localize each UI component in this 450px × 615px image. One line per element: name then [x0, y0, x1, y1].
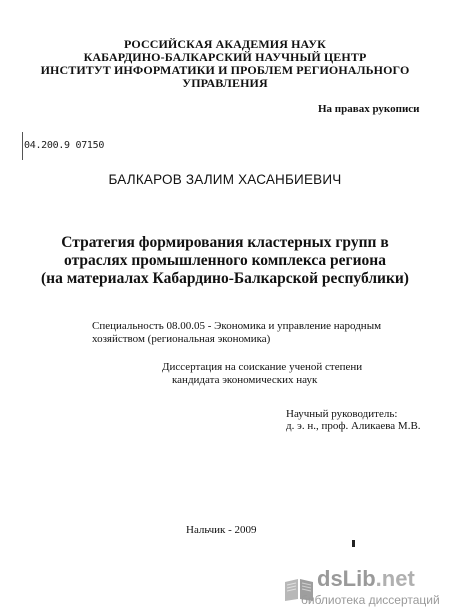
degree-line: кандидата экономических наук: [172, 373, 318, 386]
watermark-subtitle: библиотека диссертаций: [301, 593, 440, 607]
institution-header: [0, 38, 450, 90]
dissertation-title: [0, 234, 450, 288]
specialty-line: Специальность 08.00.05 - Экономика и управление народным: [92, 320, 382, 332]
specialty-line: хозяйством (региональная экономика): [92, 332, 271, 345]
watermark-logo-main: dsLib: [317, 566, 376, 591]
title-line: отраслях промышленного комплекса региона: [64, 252, 386, 269]
manuscript-rights-label: На правах рукописи: [318, 103, 420, 115]
margin-mark: [22, 132, 23, 160]
title-line: (на материалах Кабардино-Балкарской республики): [41, 270, 409, 287]
degree-line: Диссертация на соискание ученой степени: [162, 361, 363, 373]
scan-artifact: [352, 540, 355, 547]
supervisor-name: д. э. н., проф. Аликаева М.В.: [286, 420, 421, 432]
specialty-block: [92, 320, 381, 345]
city-year: Нальчик - 2009: [186, 524, 257, 536]
supervisor-label: Научный руководитель:: [286, 408, 398, 420]
author-name: БАЛКАРОВ ЗАЛИМ ХАСАНБИЕВИЧ: [108, 172, 342, 187]
watermark-logo: [317, 566, 415, 592]
watermark-logo-tld: .net: [375, 566, 415, 591]
title-line: Стратегия формирования кластерных групп в: [61, 234, 389, 251]
supervisor-block: [286, 408, 421, 432]
degree-block: [162, 361, 362, 386]
institution-line: УПРАВЛЕНИЯ: [182, 76, 268, 90]
watermark[interactable]: [283, 566, 443, 610]
institution-line: РОССИЙСКАЯ АКАДЕМИЯ НАУК: [124, 37, 326, 51]
institution-line: ИНСТИТУТ ИНФОРМАТИКИ И ПРОБЛЕМ РЕГИОНАЛЬНОГО: [40, 63, 410, 77]
registration-stamp: 04.200.9 07150: [24, 140, 105, 151]
institution-line: КАБАРДИНО-БАЛКАРСКИЙ НАУЧНЫЙ ЦЕНТР: [83, 50, 367, 64]
